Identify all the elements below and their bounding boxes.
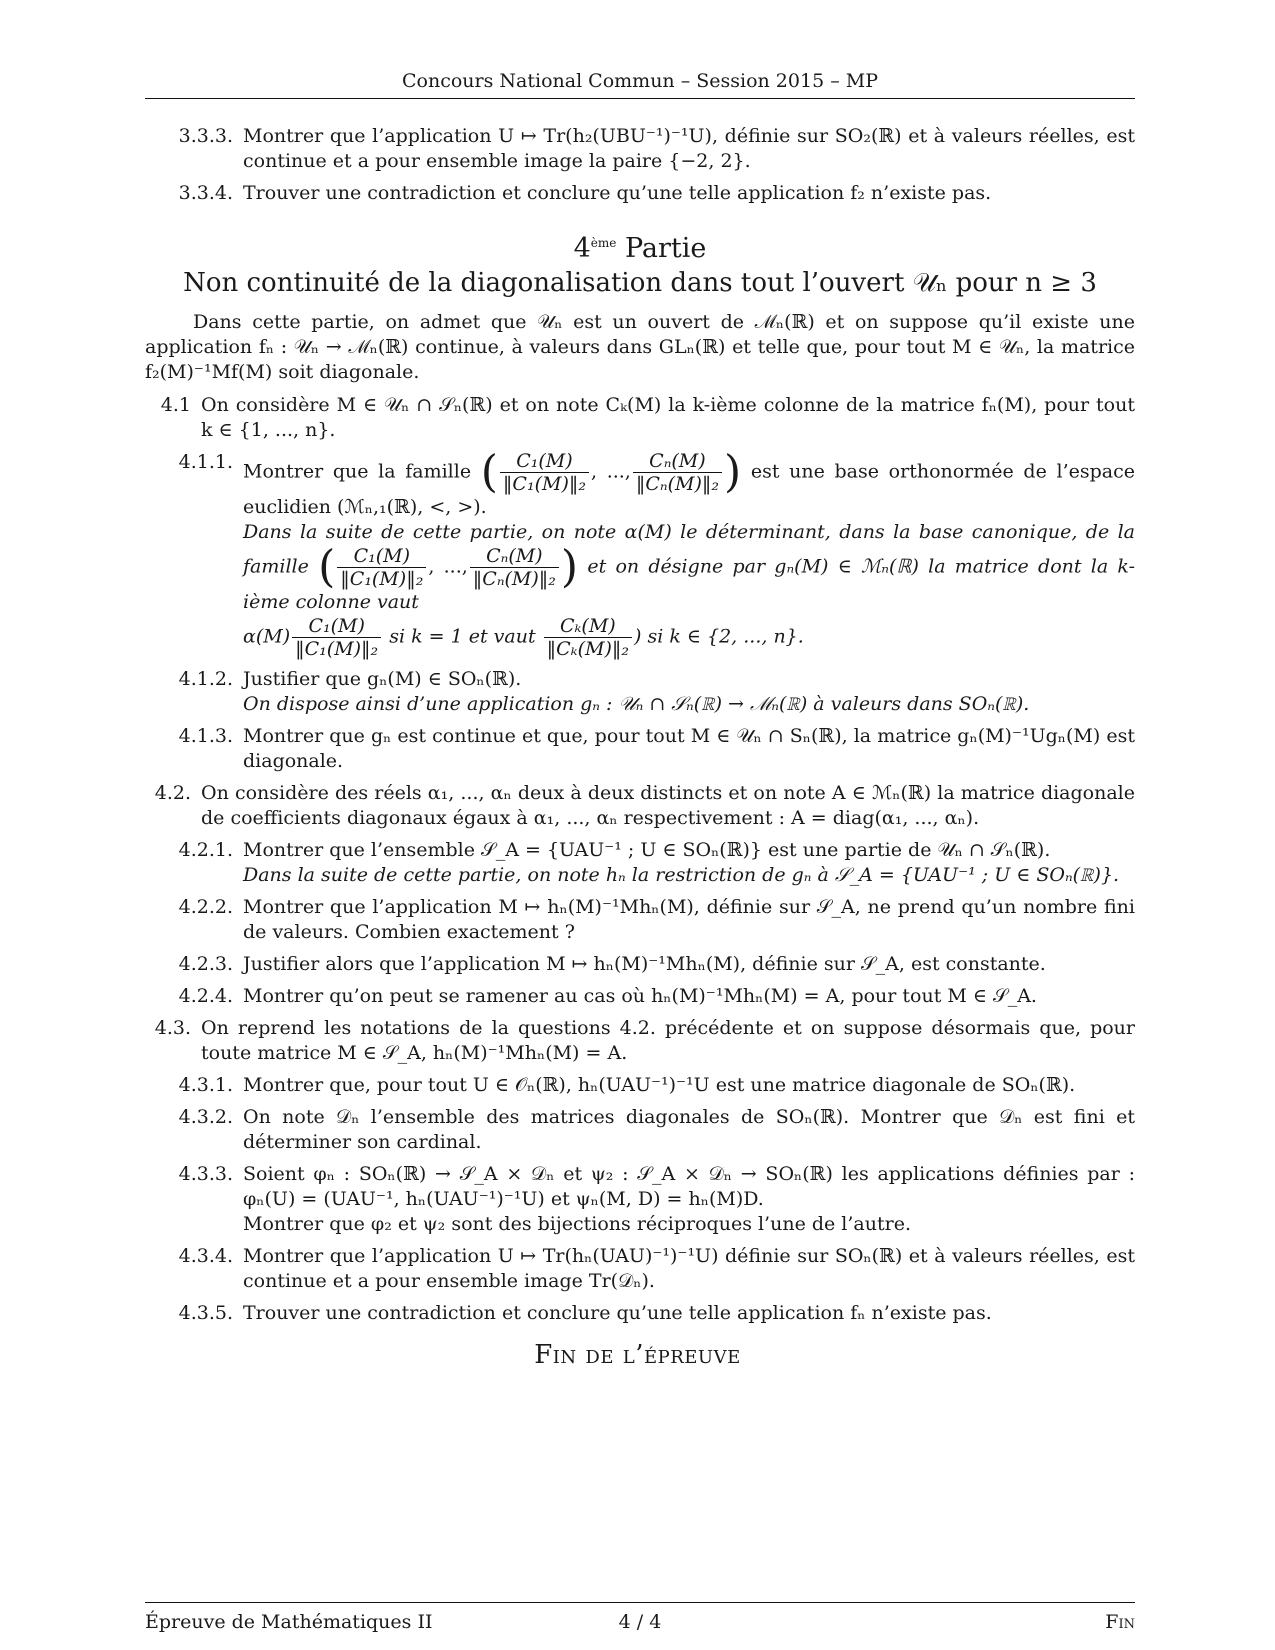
separator: , ...,	[590, 460, 631, 483]
question-text: Justifier alors que l’application M ↦ hₙ(M)⁻¹Mhₙ(M), définie sur 𝒮_A, est constante.	[243, 953, 1046, 975]
question-number: 3.3.3.	[178, 125, 233, 147]
question-text: On considère des réels α₁, ..., αₙ deux à deux distincts et on note A ∈ ℳₙ(ℝ) la matrice diagonale de coefficients diagonaux égaux à α₁, ..., αₙ respectivement : A = diag(α₁, ..., αₙ).	[201, 782, 1135, 829]
question-body	[243, 446, 1135, 660]
fraction-numerator: C₁(M)	[500, 450, 589, 473]
question-number: 4.1.3.	[178, 725, 233, 747]
question-note: ) si k ∈ {2, ..., n}.	[634, 625, 804, 648]
part-intro: Dans cette partie, on admet que 𝒰ₙ est un ouvert de ℳₙ(ℝ) et on suppose qu’il existe une application fₙ : 𝒰ₙ → ℳₙ(ℝ) continue, à valeurs dans GLₙ(ℝ) et telle que, pour tout M ∈ 𝒰ₙ, la matrice f₂(M)⁻¹Mf(M) soit diagonale.	[145, 311, 1135, 383]
question-text: Montrer que gₙ est continue et que, pour tout M ∈ 𝒰ₙ ∩ Sₙ(ℝ), la matrice gₙ(M)⁻¹Ugₙ(M) est diagonale.	[243, 725, 1135, 772]
fraction-c1	[500, 450, 589, 495]
part-label: Partie	[624, 233, 707, 264]
question-text: Justifier que gₙ(M) ∈ SOₙ(ℝ).	[243, 668, 522, 690]
question-3-3-4	[145, 181, 1135, 206]
question-4-2	[145, 781, 1135, 831]
separator: , ...,	[428, 555, 468, 578]
fraction-denominator: ‖Cₙ(M)‖₂	[635, 473, 719, 495]
question-4-2-4	[145, 984, 1135, 1009]
question-text: Montrer qu’on peut se ramener au cas où hₙ(M)⁻¹Mhₙ(M) = A, pour tout M ∈ 𝒮_A.	[243, 985, 1037, 1007]
question-number: 4.1	[160, 394, 191, 416]
fraction-numerator: Cₙ(M)	[633, 450, 722, 473]
right-paren: )	[560, 541, 579, 593]
question-number: 4.2.1.	[178, 839, 233, 861]
question-text: Montrer que l’application U ↦ Tr(h₂(UBU⁻¹)⁻¹U), définie sur SO₂(ℝ) et à valeurs réelles, est continue et a pour ensemble image la paire {−2, 2}.	[243, 125, 1135, 172]
question-body	[243, 838, 1135, 888]
question-note: et on désigne par gₙ(M) ∈ ℳₙ(ℝ) la matrice dont la k-ième colonne vaut	[243, 555, 1135, 613]
question-note: si k = 1 et vaut	[389, 625, 536, 648]
question-4-3-5	[145, 1301, 1135, 1326]
question-4-2-3	[145, 952, 1135, 977]
question-4-3-3	[145, 1162, 1135, 1237]
question-4-2-1	[145, 838, 1135, 888]
page-content	[145, 124, 1135, 1333]
question-number: 4.3.	[154, 1017, 191, 1039]
fraction-numerator: Cₙ(M)	[470, 545, 559, 568]
fraction-c1	[337, 545, 426, 590]
page-header: Concours National Commun – Session 2015 – MP	[145, 70, 1135, 99]
question-body	[243, 667, 1135, 717]
fraction-numerator: Cₖ(M)	[544, 615, 632, 638]
question-number: 4.3.1.	[178, 1074, 233, 1096]
page-number: 4 / 4	[618, 1611, 662, 1633]
question-body	[243, 1162, 1135, 1237]
question-note: Dans la suite de cette partie, on note hₙ la restriction de gₙ à 𝒮_A = {UAU⁻¹ ; U ∈ SOₙ(ℝ)}.	[243, 864, 1120, 886]
question-4-2-2	[145, 895, 1135, 945]
left-paren: (	[318, 541, 336, 593]
fraction-c1	[292, 615, 381, 660]
question-note: On dispose ainsi d’une application gₙ : 𝒰ₙ ∩ 𝒮ₙ(ℝ) → ℳₙ(ℝ) à valeurs dans SOₙ(ℝ).	[243, 693, 1030, 715]
question-number: 4.1.1.	[178, 451, 233, 473]
part-subtitle: Non continuité de la diagonalisation dans tout l’ouvert 𝒰ₙ pour n ≥ 3	[183, 268, 1097, 298]
question-text: Trouver une contradiction et conclure qu’une telle application f₂ n’existe pas.	[243, 182, 992, 204]
question-3-3-3	[145, 124, 1135, 174]
fraction-ck	[544, 615, 632, 660]
part-suffix: ème	[590, 236, 617, 250]
question-4-1-3	[145, 724, 1135, 774]
question-number: 4.3.5.	[178, 1302, 233, 1324]
question-number: 3.3.4.	[178, 182, 233, 204]
part-number: 4	[573, 233, 591, 264]
fraction-numerator: C₁(M)	[292, 615, 381, 638]
question-text: Montrer que l’application M ↦ hₙ(M)⁻¹Mhₙ(M), définie sur 𝒮_A, ne prend qu’un nombre fini de valeurs. Combien exactement ?	[243, 896, 1135, 943]
alpha-term: α(M)	[243, 625, 291, 648]
question-number: 4.2.3.	[178, 953, 233, 975]
question-number: 4.2.	[154, 782, 191, 804]
question-4-1-1	[145, 446, 1135, 660]
footer-right: Fin	[1105, 1611, 1135, 1633]
fraction-cn	[470, 545, 559, 590]
question-text-2: Montrer que φ₂ et ψ₂ sont des bijections réciproques l’une de l’autre.	[243, 1213, 911, 1235]
question-text: Montrer que l’ensemble 𝒮_A = {UAU⁻¹ ; U ∈ SOₙ(ℝ)} est une partie de 𝒰ₙ ∩ 𝒮ₙ(ℝ).	[243, 839, 1051, 861]
question-text: Montrer que l’application U ↦ Tr(hₙ(UAU)⁻¹)⁻¹U) définie sur SOₙ(ℝ) et à valeurs réelles, est continue et a pour ensemble image Tr(𝒟ₙ).	[243, 1245, 1135, 1292]
question-4-3-4	[145, 1244, 1135, 1294]
fraction-denominator: ‖Cₙ(M)‖₂	[472, 568, 556, 590]
fraction-denominator: ‖Cₖ(M)‖₂	[546, 638, 630, 660]
question-4-3-2	[145, 1105, 1135, 1155]
question-text: On considère M ∈ 𝒰ₙ ∩ 𝒮ₙ(ℝ) et on note Cₖ(M) la k-ième colonne de la matrice fₙ(M), pour tout k ∈ {1, ..., n}.	[201, 394, 1135, 441]
fraction-numerator: C₁(M)	[337, 545, 426, 568]
fraction-denominator: ‖C₁(M)‖₂	[295, 638, 379, 660]
fraction-cn	[633, 450, 722, 495]
right-paren: )	[724, 446, 742, 498]
question-text: On reprend les notations de la questions 4.2. précédente et on suppose désormais que, pour toute matrice M ∈ 𝒮_A, hₙ(M)⁻¹Mhₙ(M) = A.	[201, 1017, 1135, 1064]
fraction-denominator: ‖C₁(M)‖₂	[340, 568, 424, 590]
question-4-3-1	[145, 1073, 1135, 1098]
part-title	[145, 226, 1135, 266]
question-text: Soient φₙ : SOₙ(ℝ) → 𝒮_A × 𝒟ₙ et ψ₂ : 𝒮_A × 𝒟ₙ → SOₙ(ℝ) les applications définies par : φₙ(U) = (UAU⁻¹, hₙ(UAU⁻¹)⁻¹U) et ψₙ(M, D) = hₙ(M)D.	[243, 1163, 1135, 1210]
question-text: Trouver une contradiction et conclure qu’une telle application fₙ n’existe pas.	[243, 1302, 992, 1324]
question-text: On note 𝒟ₙ l’ensemble des matrices diagonales de SOₙ(ℝ). Montrer que 𝒟ₙ est fini et déterminer son cardinal.	[243, 1106, 1135, 1153]
question-number: 4.3.2.	[178, 1106, 233, 1128]
footer-left: Épreuve de Mathématiques II	[145, 1611, 433, 1633]
question-text: Montrer que la famille	[243, 460, 472, 483]
question-number: 4.3.4.	[178, 1245, 233, 1267]
question-4-1-2	[145, 667, 1135, 717]
question-number: 4.3.3.	[178, 1163, 233, 1185]
page-footer	[145, 1602, 1135, 1633]
question-text: est une base orthonormée de l’espace euclidien (ℳₙ,₁(ℝ), <, >).	[243, 460, 1135, 518]
left-paren: (	[480, 446, 498, 498]
question-number: 4.1.2.	[178, 668, 233, 690]
question-4-1	[145, 393, 1135, 443]
end-of-exam: Fin de l’épreuve	[534, 1340, 741, 1370]
question-text: Montrer que, pour tout U ∈ 𝒪ₙ(ℝ), hₙ(UAU⁻¹)⁻¹U est une matrice diagonale de SOₙ(ℝ).	[243, 1074, 1076, 1096]
question-4-3	[145, 1016, 1135, 1066]
question-number: 4.2.2.	[178, 896, 233, 918]
question-number: 4.2.4.	[178, 985, 233, 1007]
question-note: Dans la suite de cette partie, on note α(M) le déterminant, dans la base canonique, de la famille	[243, 521, 1135, 578]
fraction-denominator: ‖C₁(M)‖₂	[502, 473, 586, 495]
